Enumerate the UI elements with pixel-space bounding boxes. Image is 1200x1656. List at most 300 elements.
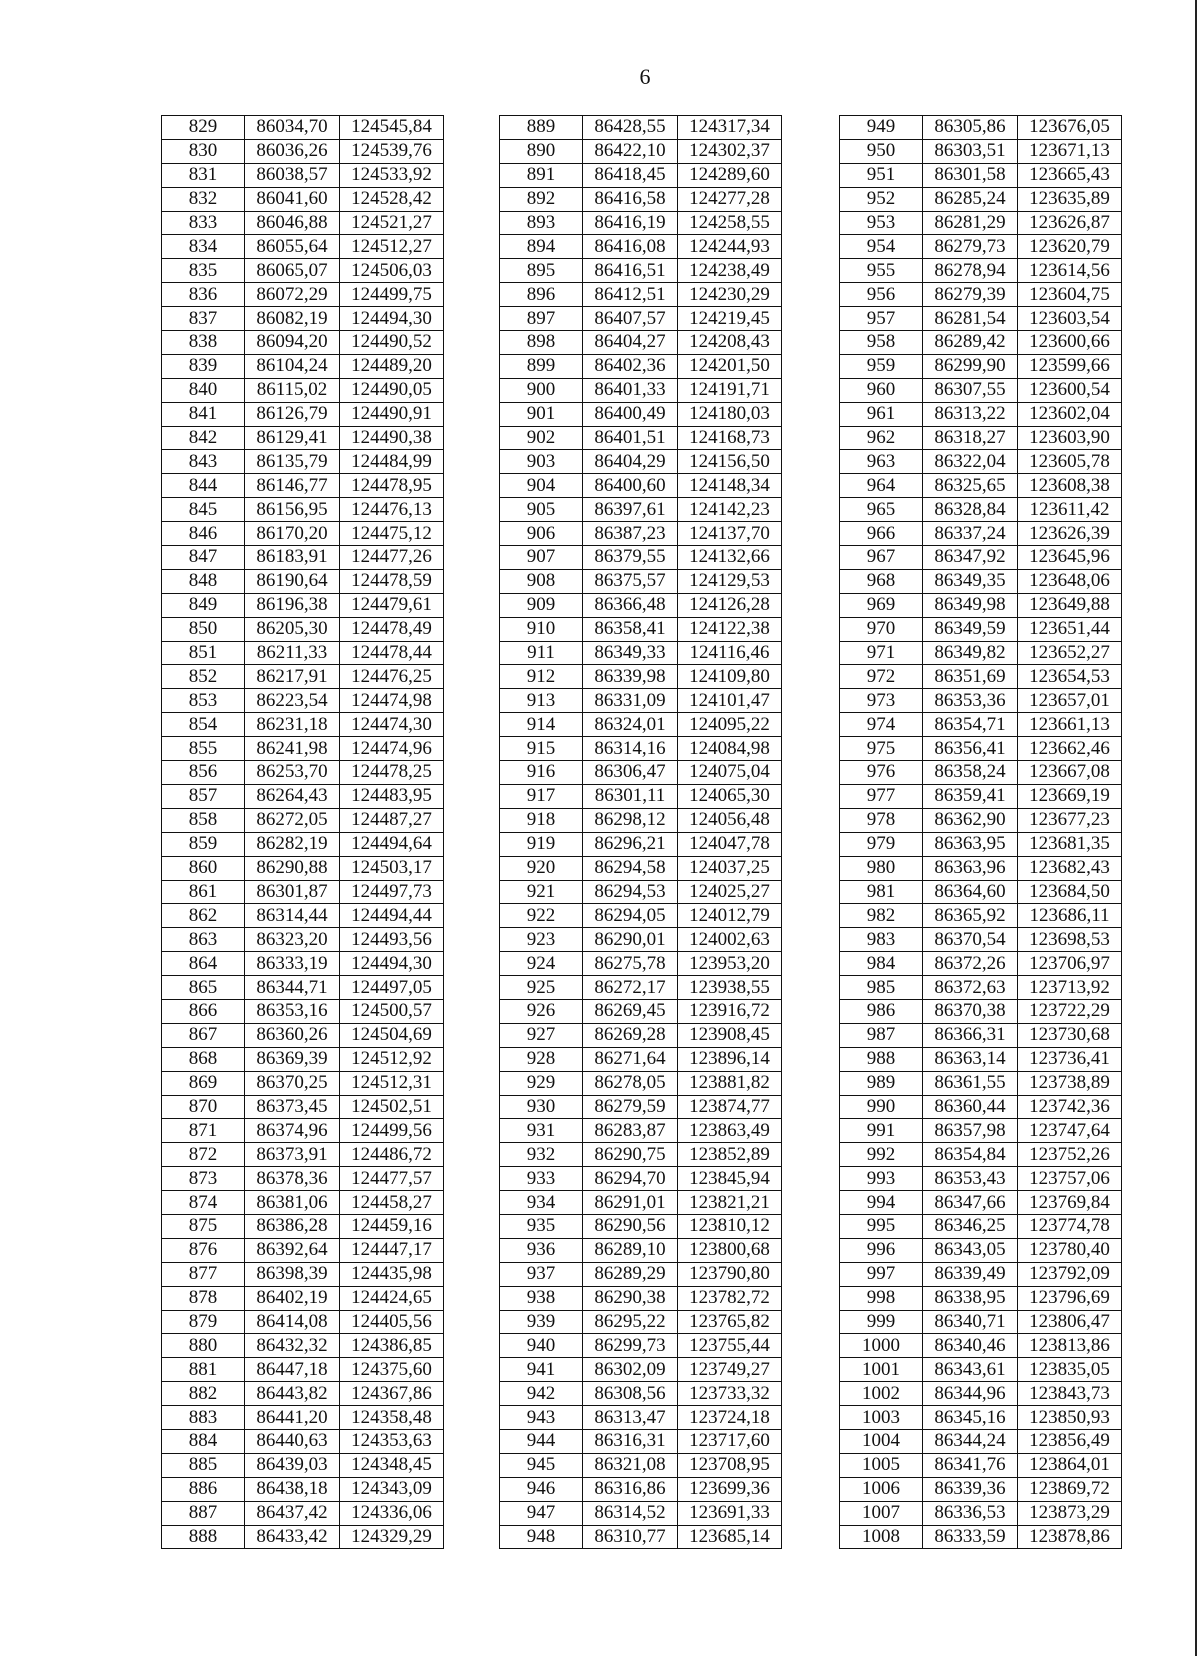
x-coordinate-cell: 86339,36 bbox=[923, 1477, 1018, 1501]
x-coordinate-cell: 86303,51 bbox=[923, 139, 1018, 163]
point-number-cell: 900 bbox=[500, 378, 583, 402]
table-row bbox=[500, 617, 782, 641]
point-number-cell: 967 bbox=[840, 546, 923, 570]
point-number-cell: 997 bbox=[840, 1262, 923, 1286]
x-coordinate-cell: 86370,54 bbox=[923, 928, 1018, 952]
y-coordinate-cell: 123600,66 bbox=[1018, 331, 1122, 355]
y-coordinate-cell: 124499,56 bbox=[340, 1119, 444, 1143]
y-coordinate-cell: 123953,20 bbox=[678, 952, 782, 976]
point-number-cell: 830 bbox=[162, 139, 245, 163]
x-coordinate-cell: 86401,51 bbox=[583, 426, 678, 450]
point-number-cell: 847 bbox=[162, 546, 245, 570]
point-number-cell: 912 bbox=[500, 665, 583, 689]
x-coordinate-cell: 86349,98 bbox=[923, 593, 1018, 617]
table-row bbox=[162, 450, 444, 474]
point-number-cell: 935 bbox=[500, 1214, 583, 1238]
table-row bbox=[840, 1143, 1122, 1167]
point-number-cell: 852 bbox=[162, 665, 245, 689]
y-coordinate-cell: 123682,43 bbox=[1018, 856, 1122, 880]
x-coordinate-cell: 86363,95 bbox=[923, 832, 1018, 856]
table-row bbox=[840, 1047, 1122, 1071]
table-row bbox=[162, 1262, 444, 1286]
point-number-cell: 883 bbox=[162, 1406, 245, 1430]
point-number-cell: 896 bbox=[500, 283, 583, 307]
table-row bbox=[162, 689, 444, 713]
point-number-cell: 940 bbox=[500, 1334, 583, 1358]
x-coordinate-cell: 86289,29 bbox=[583, 1262, 678, 1286]
x-coordinate-cell: 86372,26 bbox=[923, 952, 1018, 976]
x-coordinate-cell: 86344,96 bbox=[923, 1382, 1018, 1406]
x-coordinate-cell: 86346,25 bbox=[923, 1214, 1018, 1238]
point-number-cell: 972 bbox=[840, 665, 923, 689]
y-coordinate-cell: 123669,19 bbox=[1018, 784, 1122, 808]
point-number-cell: 887 bbox=[162, 1501, 245, 1525]
x-coordinate-cell: 86196,38 bbox=[245, 593, 340, 617]
table-row bbox=[162, 498, 444, 522]
x-coordinate-cell: 86279,39 bbox=[923, 283, 1018, 307]
point-number-cell: 857 bbox=[162, 784, 245, 808]
table-row bbox=[840, 856, 1122, 880]
x-coordinate-cell: 86094,20 bbox=[245, 331, 340, 355]
point-number-cell: 910 bbox=[500, 617, 583, 641]
x-coordinate-cell: 86428,55 bbox=[583, 116, 678, 140]
x-coordinate-cell: 86418,45 bbox=[583, 163, 678, 187]
x-coordinate-cell: 86333,59 bbox=[923, 1525, 1018, 1549]
point-number-cell: 949 bbox=[840, 116, 923, 140]
y-coordinate-cell: 124497,73 bbox=[340, 880, 444, 904]
y-coordinate-cell: 124375,60 bbox=[340, 1358, 444, 1382]
table-row bbox=[162, 1382, 444, 1406]
table-row bbox=[162, 1119, 444, 1143]
y-coordinate-cell: 123864,01 bbox=[1018, 1453, 1122, 1477]
x-coordinate-cell: 86055,64 bbox=[245, 235, 340, 259]
y-coordinate-cell: 124484,99 bbox=[340, 450, 444, 474]
coordinates-table-1 bbox=[161, 115, 444, 1549]
y-coordinate-cell: 123699,36 bbox=[678, 1477, 782, 1501]
y-coordinate-cell: 124353,63 bbox=[340, 1429, 444, 1453]
x-coordinate-cell: 86291,01 bbox=[583, 1191, 678, 1215]
table-row bbox=[500, 808, 782, 832]
y-coordinate-cell: 123635,89 bbox=[1018, 187, 1122, 211]
y-coordinate-cell: 124289,60 bbox=[678, 163, 782, 187]
y-coordinate-cell: 124490,52 bbox=[340, 331, 444, 355]
y-coordinate-cell: 124474,96 bbox=[340, 737, 444, 761]
table-row bbox=[162, 856, 444, 880]
y-coordinate-cell: 124424,65 bbox=[340, 1286, 444, 1310]
x-coordinate-cell: 86279,73 bbox=[923, 235, 1018, 259]
y-coordinate-cell: 124494,30 bbox=[340, 307, 444, 331]
table-row bbox=[500, 976, 782, 1000]
point-number-cell: 837 bbox=[162, 307, 245, 331]
table-row bbox=[500, 856, 782, 880]
x-coordinate-cell: 86340,46 bbox=[923, 1334, 1018, 1358]
point-number-cell: 925 bbox=[500, 976, 583, 1000]
point-number-cell: 973 bbox=[840, 689, 923, 713]
table-row bbox=[500, 474, 782, 498]
table-row bbox=[500, 1358, 782, 1382]
point-number-cell: 956 bbox=[840, 283, 923, 307]
point-number-cell: 970 bbox=[840, 617, 923, 641]
x-coordinate-cell: 86372,63 bbox=[923, 976, 1018, 1000]
x-coordinate-cell: 86414,08 bbox=[245, 1310, 340, 1334]
table-row bbox=[500, 259, 782, 283]
x-coordinate-cell: 86340,71 bbox=[923, 1310, 1018, 1334]
x-coordinate-cell: 86272,17 bbox=[583, 976, 678, 1000]
point-number-cell: 945 bbox=[500, 1453, 583, 1477]
table-row bbox=[500, 1382, 782, 1406]
y-coordinate-cell: 124512,92 bbox=[340, 1047, 444, 1071]
x-coordinate-cell: 86366,31 bbox=[923, 1023, 1018, 1047]
table-row bbox=[840, 474, 1122, 498]
x-coordinate-cell: 86374,96 bbox=[245, 1119, 340, 1143]
y-coordinate-cell: 124405,56 bbox=[340, 1310, 444, 1334]
x-coordinate-cell: 86072,29 bbox=[245, 283, 340, 307]
table-row bbox=[500, 546, 782, 570]
y-coordinate-cell: 124478,44 bbox=[340, 641, 444, 665]
y-coordinate-cell: 124506,03 bbox=[340, 259, 444, 283]
table-row bbox=[500, 1453, 782, 1477]
x-coordinate-cell: 86416,19 bbox=[583, 211, 678, 235]
table-row bbox=[500, 761, 782, 785]
x-coordinate-cell: 86290,38 bbox=[583, 1286, 678, 1310]
table-row bbox=[162, 1095, 444, 1119]
point-number-cell: 991 bbox=[840, 1119, 923, 1143]
table-row bbox=[162, 307, 444, 331]
x-coordinate-cell: 86307,55 bbox=[923, 378, 1018, 402]
point-number-cell: 977 bbox=[840, 784, 923, 808]
point-number-cell: 877 bbox=[162, 1262, 245, 1286]
point-number-cell: 923 bbox=[500, 928, 583, 952]
table-row bbox=[500, 331, 782, 355]
table-row bbox=[840, 259, 1122, 283]
table-row bbox=[500, 1071, 782, 1095]
x-coordinate-cell: 86316,86 bbox=[583, 1477, 678, 1501]
y-coordinate-cell: 123657,01 bbox=[1018, 689, 1122, 713]
x-coordinate-cell: 86306,47 bbox=[583, 761, 678, 785]
x-coordinate-cell: 86205,30 bbox=[245, 617, 340, 641]
y-coordinate-cell: 123755,44 bbox=[678, 1334, 782, 1358]
table-row bbox=[500, 880, 782, 904]
table-row bbox=[500, 211, 782, 235]
table-row bbox=[840, 1477, 1122, 1501]
y-coordinate-cell: 124494,30 bbox=[340, 952, 444, 976]
point-number-cell: 944 bbox=[500, 1429, 583, 1453]
table-row bbox=[500, 139, 782, 163]
table-row bbox=[840, 522, 1122, 546]
y-coordinate-cell: 124499,75 bbox=[340, 283, 444, 307]
y-coordinate-cell: 123813,86 bbox=[1018, 1334, 1122, 1358]
point-number-cell: 922 bbox=[500, 904, 583, 928]
x-coordinate-cell: 86404,27 bbox=[583, 331, 678, 355]
x-coordinate-cell: 86339,98 bbox=[583, 665, 678, 689]
table-row bbox=[162, 259, 444, 283]
point-number-cell: 881 bbox=[162, 1358, 245, 1382]
x-coordinate-cell: 86359,41 bbox=[923, 784, 1018, 808]
table-row bbox=[162, 569, 444, 593]
table-row bbox=[840, 569, 1122, 593]
x-coordinate-cell: 86402,36 bbox=[583, 354, 678, 378]
table-row bbox=[840, 402, 1122, 426]
x-coordinate-cell: 86323,20 bbox=[245, 928, 340, 952]
x-coordinate-cell: 86036,26 bbox=[245, 139, 340, 163]
y-coordinate-cell: 124512,27 bbox=[340, 235, 444, 259]
point-number-cell: 855 bbox=[162, 737, 245, 761]
x-coordinate-cell: 86318,27 bbox=[923, 426, 1018, 450]
point-number-cell: 844 bbox=[162, 474, 245, 498]
table-row bbox=[162, 952, 444, 976]
x-coordinate-cell: 86278,94 bbox=[923, 259, 1018, 283]
y-coordinate-cell: 124219,45 bbox=[678, 307, 782, 331]
point-number-cell: 870 bbox=[162, 1095, 245, 1119]
point-number-cell: 884 bbox=[162, 1429, 245, 1453]
x-coordinate-cell: 86404,29 bbox=[583, 450, 678, 474]
table-row bbox=[840, 211, 1122, 235]
y-coordinate-cell: 124317,34 bbox=[678, 116, 782, 140]
point-number-cell: 846 bbox=[162, 522, 245, 546]
table-row bbox=[500, 307, 782, 331]
table-row bbox=[500, 1334, 782, 1358]
y-coordinate-cell: 123648,06 bbox=[1018, 569, 1122, 593]
point-number-cell: 918 bbox=[500, 808, 583, 832]
table-row bbox=[500, 235, 782, 259]
table-row bbox=[162, 1477, 444, 1501]
y-coordinate-cell: 123730,68 bbox=[1018, 1023, 1122, 1047]
table-row bbox=[162, 1214, 444, 1238]
y-coordinate-cell: 123686,11 bbox=[1018, 904, 1122, 928]
x-coordinate-cell: 86313,22 bbox=[923, 402, 1018, 426]
x-coordinate-cell: 86301,11 bbox=[583, 784, 678, 808]
x-coordinate-cell: 86416,08 bbox=[583, 235, 678, 259]
y-coordinate-cell: 124474,30 bbox=[340, 713, 444, 737]
table-row bbox=[500, 1262, 782, 1286]
x-coordinate-cell: 86223,54 bbox=[245, 689, 340, 713]
x-coordinate-cell: 86379,55 bbox=[583, 546, 678, 570]
x-coordinate-cell: 86370,25 bbox=[245, 1071, 340, 1095]
point-number-cell: 895 bbox=[500, 259, 583, 283]
x-coordinate-cell: 86253,70 bbox=[245, 761, 340, 785]
x-coordinate-cell: 86362,90 bbox=[923, 808, 1018, 832]
point-number-cell: 879 bbox=[162, 1310, 245, 1334]
table-row bbox=[840, 187, 1122, 211]
x-coordinate-cell: 86310,77 bbox=[583, 1525, 678, 1549]
y-coordinate-cell: 123698,53 bbox=[1018, 928, 1122, 952]
table-row bbox=[500, 593, 782, 617]
y-coordinate-cell: 124084,98 bbox=[678, 737, 782, 761]
point-number-cell: 950 bbox=[840, 139, 923, 163]
table-row bbox=[162, 784, 444, 808]
y-coordinate-cell: 123790,80 bbox=[678, 1262, 782, 1286]
point-number-cell: 932 bbox=[500, 1143, 583, 1167]
point-number-cell: 924 bbox=[500, 952, 583, 976]
point-number-cell: 878 bbox=[162, 1286, 245, 1310]
table-row bbox=[500, 1143, 782, 1167]
x-coordinate-cell: 86279,59 bbox=[583, 1095, 678, 1119]
point-number-cell: 874 bbox=[162, 1191, 245, 1215]
y-coordinate-cell: 124168,73 bbox=[678, 426, 782, 450]
x-coordinate-cell: 86104,24 bbox=[245, 354, 340, 378]
x-coordinate-cell: 86353,43 bbox=[923, 1167, 1018, 1191]
point-number-cell: 864 bbox=[162, 952, 245, 976]
table-row bbox=[840, 1429, 1122, 1453]
x-coordinate-cell: 86373,45 bbox=[245, 1095, 340, 1119]
y-coordinate-cell: 124367,86 bbox=[340, 1382, 444, 1406]
table-row bbox=[162, 546, 444, 570]
table-row bbox=[500, 283, 782, 307]
x-coordinate-cell: 86275,78 bbox=[583, 952, 678, 976]
x-coordinate-cell: 86354,84 bbox=[923, 1143, 1018, 1167]
point-number-cell: 841 bbox=[162, 402, 245, 426]
y-coordinate-cell: 124483,95 bbox=[340, 784, 444, 808]
x-coordinate-cell: 86357,98 bbox=[923, 1119, 1018, 1143]
table-row bbox=[840, 1453, 1122, 1477]
x-coordinate-cell: 86325,65 bbox=[923, 474, 1018, 498]
table-row bbox=[500, 1477, 782, 1501]
x-coordinate-cell: 86269,28 bbox=[583, 1023, 678, 1047]
y-coordinate-cell: 123620,79 bbox=[1018, 235, 1122, 259]
point-number-cell: 833 bbox=[162, 211, 245, 235]
y-coordinate-cell: 124075,04 bbox=[678, 761, 782, 785]
point-number-cell: 986 bbox=[840, 999, 923, 1023]
point-number-cell: 978 bbox=[840, 808, 923, 832]
point-number-cell: 941 bbox=[500, 1358, 583, 1382]
x-coordinate-cell: 86353,36 bbox=[923, 689, 1018, 713]
x-coordinate-cell: 86294,70 bbox=[583, 1167, 678, 1191]
y-coordinate-cell: 124047,78 bbox=[678, 832, 782, 856]
x-coordinate-cell: 86295,22 bbox=[583, 1310, 678, 1334]
point-number-cell: 948 bbox=[500, 1525, 583, 1549]
x-coordinate-cell: 86301,87 bbox=[245, 880, 340, 904]
point-number-cell: 1002 bbox=[840, 1382, 923, 1406]
y-coordinate-cell: 124101,47 bbox=[678, 689, 782, 713]
point-number-cell: 885 bbox=[162, 1453, 245, 1477]
y-coordinate-cell: 123717,60 bbox=[678, 1429, 782, 1453]
table-row bbox=[500, 569, 782, 593]
x-coordinate-cell: 86375,57 bbox=[583, 569, 678, 593]
x-coordinate-cell: 86082,19 bbox=[245, 307, 340, 331]
point-number-cell: 919 bbox=[500, 832, 583, 856]
point-number-cell: 960 bbox=[840, 378, 923, 402]
point-number-cell: 893 bbox=[500, 211, 583, 235]
point-number-cell: 891 bbox=[500, 163, 583, 187]
point-number-cell: 1008 bbox=[840, 1525, 923, 1549]
point-number-cell: 843 bbox=[162, 450, 245, 474]
point-number-cell: 930 bbox=[500, 1095, 583, 1119]
point-number-cell: 971 bbox=[840, 641, 923, 665]
y-coordinate-cell: 124180,03 bbox=[678, 402, 782, 426]
point-number-cell: 856 bbox=[162, 761, 245, 785]
x-coordinate-cell: 86283,87 bbox=[583, 1119, 678, 1143]
table-row bbox=[162, 1406, 444, 1430]
point-number-cell: 908 bbox=[500, 569, 583, 593]
point-number-cell: 946 bbox=[500, 1477, 583, 1501]
point-number-cell: 920 bbox=[500, 856, 583, 880]
table-row bbox=[500, 522, 782, 546]
point-number-cell: 943 bbox=[500, 1406, 583, 1430]
point-number-cell: 863 bbox=[162, 928, 245, 952]
point-number-cell: 984 bbox=[840, 952, 923, 976]
x-coordinate-cell: 86289,10 bbox=[583, 1238, 678, 1262]
point-number-cell: 906 bbox=[500, 522, 583, 546]
table-row bbox=[840, 1358, 1122, 1382]
point-number-cell: 1005 bbox=[840, 1453, 923, 1477]
x-coordinate-cell: 86381,06 bbox=[245, 1191, 340, 1215]
x-coordinate-cell: 86301,58 bbox=[923, 163, 1018, 187]
y-coordinate-cell: 124191,71 bbox=[678, 378, 782, 402]
y-coordinate-cell: 123626,87 bbox=[1018, 211, 1122, 235]
point-number-cell: 985 bbox=[840, 976, 923, 1000]
y-coordinate-cell: 124475,12 bbox=[340, 522, 444, 546]
point-number-cell: 914 bbox=[500, 713, 583, 737]
x-coordinate-cell: 86356,41 bbox=[923, 737, 1018, 761]
y-coordinate-cell: 124503,17 bbox=[340, 856, 444, 880]
table-row bbox=[162, 1429, 444, 1453]
table-row bbox=[840, 1214, 1122, 1238]
y-coordinate-cell: 124238,49 bbox=[678, 259, 782, 283]
y-coordinate-cell: 123604,75 bbox=[1018, 283, 1122, 307]
table-row bbox=[162, 713, 444, 737]
x-coordinate-cell: 86361,55 bbox=[923, 1071, 1018, 1095]
point-number-cell: 880 bbox=[162, 1334, 245, 1358]
y-coordinate-cell: 123603,54 bbox=[1018, 307, 1122, 331]
x-coordinate-cell: 86156,95 bbox=[245, 498, 340, 522]
point-number-cell: 873 bbox=[162, 1167, 245, 1191]
y-coordinate-cell: 124490,05 bbox=[340, 378, 444, 402]
x-coordinate-cell: 86290,88 bbox=[245, 856, 340, 880]
y-coordinate-cell: 123810,12 bbox=[678, 1214, 782, 1238]
point-number-cell: 835 bbox=[162, 259, 245, 283]
table-row bbox=[840, 1406, 1122, 1430]
point-number-cell: 868 bbox=[162, 1047, 245, 1071]
y-coordinate-cell: 123603,90 bbox=[1018, 426, 1122, 450]
y-coordinate-cell: 124490,38 bbox=[340, 426, 444, 450]
y-coordinate-cell: 123662,46 bbox=[1018, 737, 1122, 761]
y-coordinate-cell: 124012,79 bbox=[678, 904, 782, 928]
table-row bbox=[840, 283, 1122, 307]
table-row bbox=[840, 426, 1122, 450]
y-coordinate-cell: 124490,91 bbox=[340, 402, 444, 426]
table-row bbox=[162, 617, 444, 641]
x-coordinate-cell: 86314,52 bbox=[583, 1501, 678, 1525]
table-row bbox=[162, 976, 444, 1000]
x-coordinate-cell: 86321,08 bbox=[583, 1453, 678, 1477]
point-number-cell: 976 bbox=[840, 761, 923, 785]
table-row bbox=[162, 235, 444, 259]
y-coordinate-cell: 124500,57 bbox=[340, 999, 444, 1023]
x-coordinate-cell: 86302,09 bbox=[583, 1358, 678, 1382]
scan-edge-line bbox=[1195, 0, 1197, 1656]
x-coordinate-cell: 86363,96 bbox=[923, 856, 1018, 880]
table-row bbox=[840, 1238, 1122, 1262]
point-number-cell: 961 bbox=[840, 402, 923, 426]
table-row bbox=[840, 689, 1122, 713]
point-number-cell: 888 bbox=[162, 1525, 245, 1549]
x-coordinate-cell: 86370,38 bbox=[923, 999, 1018, 1023]
x-coordinate-cell: 86190,64 bbox=[245, 569, 340, 593]
coordinates-table-2 bbox=[499, 115, 782, 1549]
y-coordinate-cell: 123881,82 bbox=[678, 1071, 782, 1095]
table-row bbox=[500, 1214, 782, 1238]
table-row bbox=[162, 163, 444, 187]
table-row bbox=[840, 617, 1122, 641]
x-coordinate-cell: 86447,18 bbox=[245, 1358, 340, 1382]
table-row bbox=[162, 1167, 444, 1191]
point-number-cell: 951 bbox=[840, 163, 923, 187]
y-coordinate-cell: 123605,78 bbox=[1018, 450, 1122, 474]
point-number-cell: 858 bbox=[162, 808, 245, 832]
table-row bbox=[500, 1191, 782, 1215]
y-coordinate-cell: 123806,47 bbox=[1018, 1310, 1122, 1334]
y-coordinate-cell: 123938,55 bbox=[678, 976, 782, 1000]
